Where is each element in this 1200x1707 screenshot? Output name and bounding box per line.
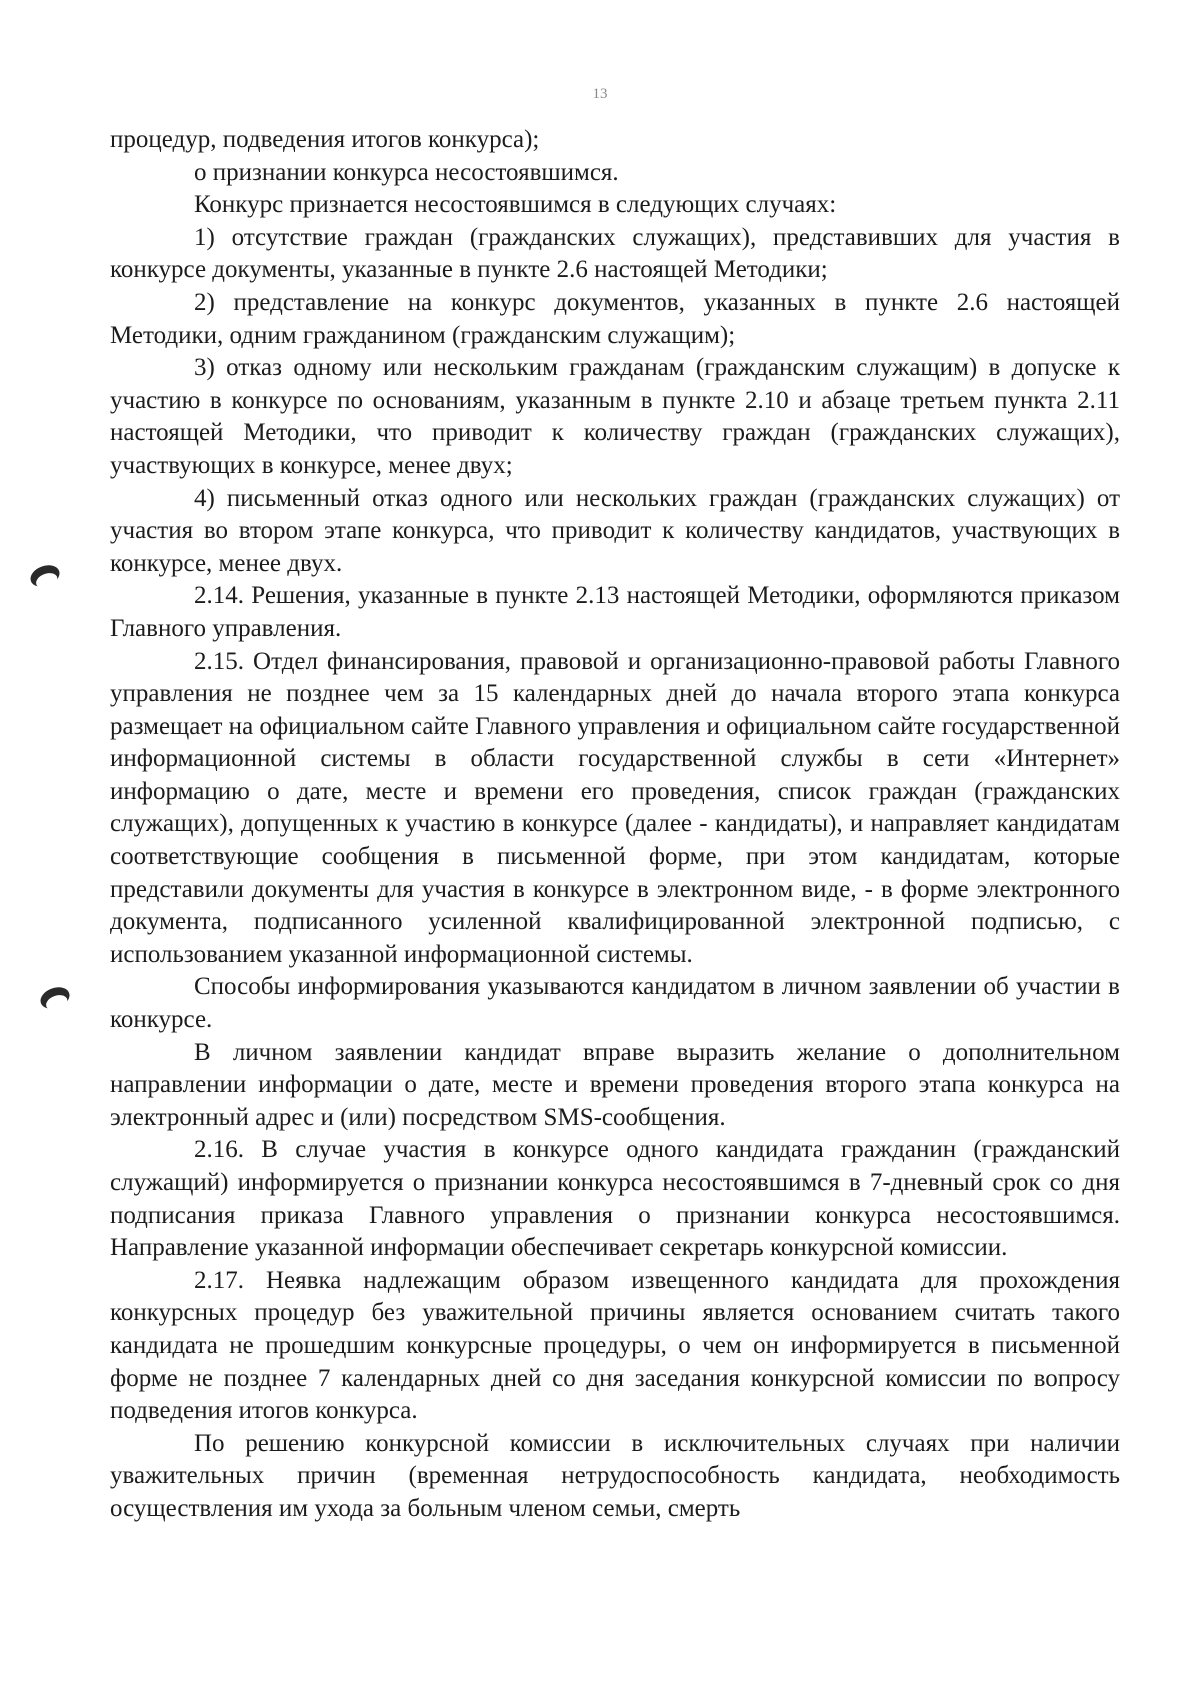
page-number: 13 (592, 86, 608, 102)
paragraph: Способы информирования указываются кандидатом в личном заявлении об участии в конкурсе. (110, 973, 1120, 1034)
punch-hole-bottom (37, 983, 72, 1012)
paragraph: В личном заявлении кандидат вправе выразить желание о дополнительном направлении информации о дате, месте и времени проведения второго этапа конкурса на электронный адрес и (или) посредством SMS-сообщения. (110, 1038, 1120, 1131)
paragraph-continuation: процедур, подведения итогов конкурса); (110, 126, 540, 153)
clause-2-14: 2.14. Решения, указанные в пункте 2.13 настоящей Методики, оформляются приказом Главного управления. (110, 582, 1120, 642)
clause-2-16: 2.16. В случае участия в конкурсе одного кандидата гражданин (гражданский служащий) информируется о признании конкурса несостоявшимся в 7-дневный срок со дня подписания приказа Главного управления о признании конкурса несостоявшимся. Направление указанной информации обеспечивает секретарь конкурсной комиссии. (110, 1136, 1120, 1262)
list-item: 3) отказ одному или нескольким гражданам (гражданским служащим) в допуске к участию в конкурсе по основаниям, указанным в пункте 2.10 и абзаце третьем пункта 2.11 настоящей Методики, что приводит к количеству граждан (гражданских служащих), участвующих в конкурсе, менее двух; (110, 354, 1120, 479)
paragraph: По решению конкурсной комиссии в исключительных случаях при наличии уважительных причин (временная нетрудоспособность кандидата, необходимость осуществления им ухода за больным членом семьи, смерть (110, 1429, 1120, 1522)
paragraph: о признании конкурса несостоявшимся. (194, 158, 619, 186)
paragraph: Конкурс признается несостоявшимся в следующих случаях: (194, 191, 837, 219)
clause-2-17: 2.17. Неявка надлежащим образом извещенного кандидата для прохождения конкурсных процедур без уважительной причины является основанием считать такого кандидата не прошедшим конкурсные процедуры, о чем он информируется в письменной форме не позднее 7 календарных дней со дня заседания конкурсной комиссии по вопросу подведения итогов конкурса. (110, 1266, 1120, 1425)
punch-hole-top (27, 561, 62, 590)
clause-2-15: 2.15. Отдел финансирования, правовой и организационно-правовой работы Главного управления не позднее чем за 15 календарных дней до начала второго этапа конкурса размещает на официальном сайте Главного управления и официальном сайте государственной информационной системы в области государственной службы в сети «Интернет» информацию о дате, месте и времени его проведения, список граждан (гражданских служащих), допущенных к участию в конкурсе (далее - кандидаты), и направляет кандидатам соответствующие сообщения в письменной форме, при этом кандидатам, которые представили документы для участия в конкурсе в электронном виде, - в форме электронного документа, подписанного усиленной квалифицированной электронной подписью, с использованием указанной информационной системы. (110, 647, 1120, 968)
list-item: 1) отсутствие граждан (гражданских служащих), представивших для участия в конкурсе документы, указанные в пункте 2.6 настоящей Методики; (110, 223, 1120, 284)
document-body (110, 124, 1120, 1526)
list-item: 4) письменный отказ одного или нескольких граждан (гражданских служащих) от участия во втором этапе конкурса, что приводит к количеству кандидатов, участвующих в конкурсе, менее двух. (110, 484, 1120, 577)
list-item: 2) представление на конкурс документов, указанных в пункте 2.6 настоящей Методики, одним гражданином (гражданским служащим); (110, 288, 1120, 349)
